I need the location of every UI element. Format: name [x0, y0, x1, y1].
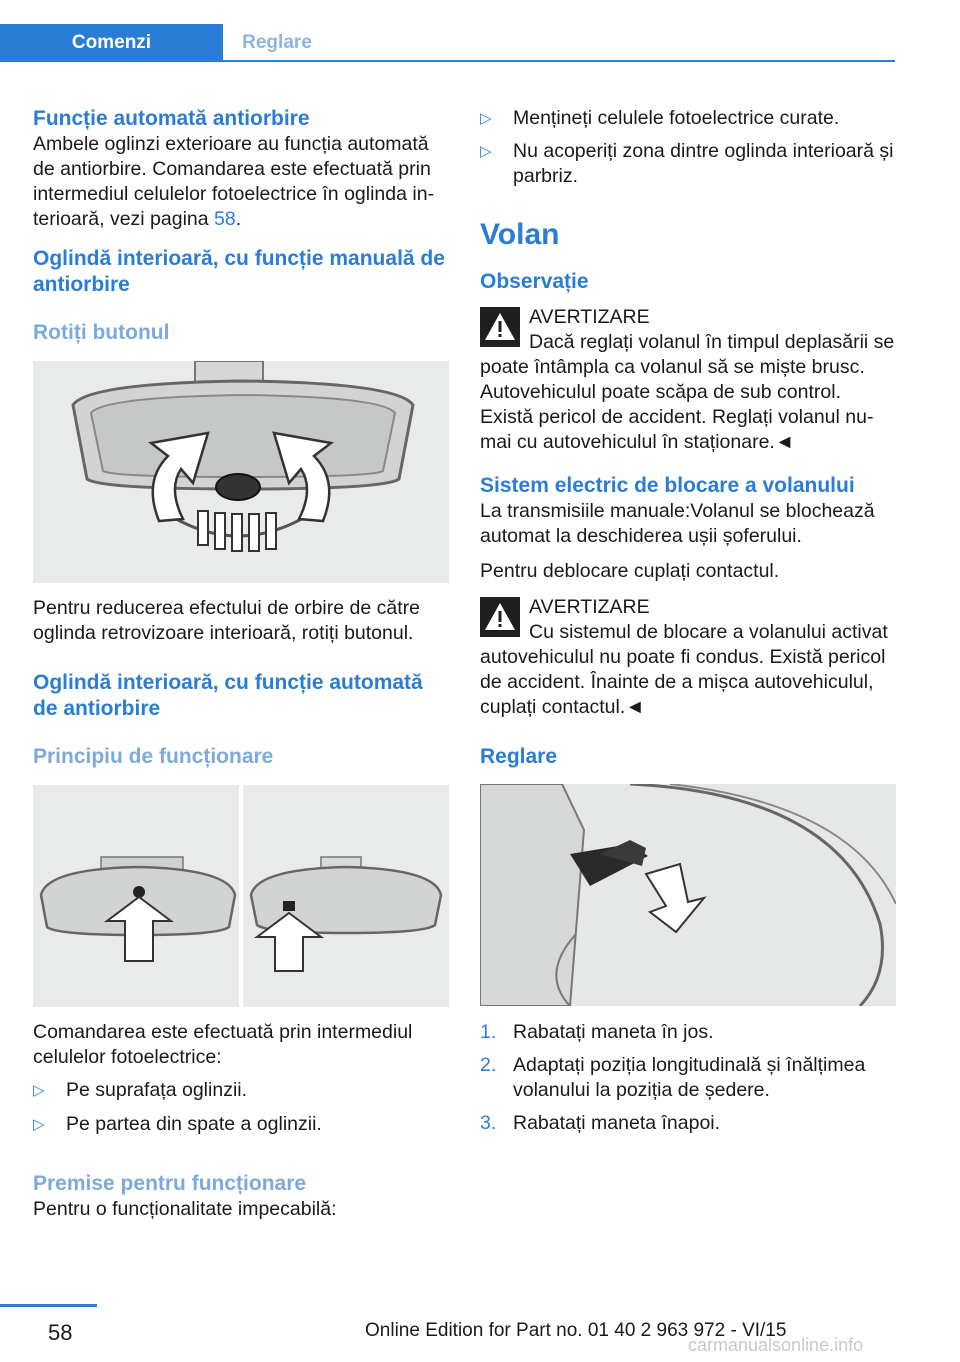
figure-steering-adjust: [480, 784, 896, 1006]
heading-steering-lock: Sistem electric de blocare a volanului: [480, 474, 855, 497]
tab-comenzi[interactable]: Comenzi: [0, 24, 223, 62]
edition-text: Online Edition for Part no. 01 40 2 963 972 - VI/15: [365, 1320, 787, 1341]
heading-volan: Volan: [480, 218, 560, 251]
prereq-bullet-list: [480, 106, 896, 189]
heading-prerequisites: Premise pentru funcționare: [33, 1172, 307, 1195]
figure-manual-mirror: [33, 361, 449, 583]
step-number: 2.: [480, 1054, 497, 1076]
list-item: 2. Adaptați poziția longitudinală și înălțimea volanului la poziția de ședere.: [480, 1054, 866, 1101]
step-number: 3.: [480, 1112, 497, 1134]
paragraph-auto-antiglare: Ambele oglinzi exterioare au funcția automată de antiorbire. Comandarea este efectuată prin intermediul celulelor fotoelectrice în oglinda interioară, vezi pagina 58.: [33, 133, 435, 230]
list-item: ▷ Mențineți celulele fotoelectrice curate.: [480, 107, 840, 129]
list-item: ▷ Pe suprafața oglinzii.: [33, 1079, 248, 1101]
page-number: 58: [48, 1320, 73, 1345]
heading-operating-principle: Principiu de funcționare: [33, 745, 274, 768]
heading-reglare: Reglare: [480, 745, 558, 768]
heading-rotate-button: Rotiți butonul: [33, 321, 170, 344]
left-column: [33, 100, 449, 1222]
adjust-steps-list: [480, 1020, 896, 1136]
mirror-bullet-list: [33, 1078, 449, 1137]
heading-auto-mirror: Oglindă interioară, cu funcție automată de antiorbire: [33, 671, 423, 720]
right-column: [480, 100, 896, 1136]
triangle-right-icon: ▷: [480, 143, 492, 160]
list-item: 1. Rabatați maneta în jos.: [480, 1021, 714, 1043]
heading-auto-antiglare: Funcție automată antiorbire: [33, 107, 310, 130]
triangle-right-icon: ▷: [480, 110, 492, 127]
page-link[interactable]: 58: [214, 208, 236, 230]
warning-title: AVERTIZARE: [529, 306, 650, 328]
list-item: ▷ Nu acoperiți zona dintre oglinda interioară și parbriz.: [480, 140, 894, 187]
warning-block-1: [480, 305, 896, 455]
figure-auto-mirror: [33, 785, 449, 1007]
tab-reglare[interactable]: Reglare: [242, 32, 312, 53]
header-divider: [0, 60, 895, 62]
footer-accent-bar: [0, 1304, 97, 1307]
warning-triangle-icon: [480, 307, 520, 347]
paragraph-steering-lock: La transmisiile manuale:Volanul se blochează automat la deschiderea ușii șoferului.: [480, 500, 875, 547]
list-item: ▷ Pe partea din spate a oglinzii.: [33, 1113, 322, 1135]
warning-text: Dacă reglați volanul în timpul deplasării se poate întâmpla ca volanul să se miște brusc. Autovehiculul poate scăpa de sub control. Există pericol de accident. Reglați volanul numai cu autovehiculul în staționare.◄: [480, 331, 895, 453]
step-number: 1.: [480, 1021, 497, 1043]
heading-observatie: Observație: [480, 270, 589, 293]
warning-title: AVERTIZARE: [529, 596, 650, 618]
watermark: carmanualsonline.info: [688, 1335, 864, 1355]
warning-block-2: [480, 595, 896, 720]
warning-triangle-icon: [480, 597, 520, 637]
heading-manual-mirror: Oglindă interioară, cu funcție manuală de antiorbire: [33, 247, 445, 296]
paragraph-unlock: Pentru deblocare cuplați contactul.: [480, 560, 780, 582]
paragraph-prerequisites: Pentru o funcționalitate impecabilă:: [33, 1198, 337, 1220]
list-item: 3. Rabatați maneta înapoi.: [480, 1112, 721, 1134]
triangle-right-icon: ▷: [33, 1082, 45, 1099]
paragraph-manual-mirror: Pentru reducerea efectului de orbire de către oglinda retrovizoare interioară, rotiți butonul.: [33, 597, 420, 644]
warning-text: Cu sistemul de blocare a volanului activat autovehiculul nu poate fi condus. Există pericol de accident. Înainte de a mișca autovehiculul, cuplați contactul.◄: [480, 621, 888, 718]
paragraph-photo-cells: Comandarea este efectuată prin intermediul celulelor fotoelectrice:: [33, 1021, 413, 1068]
triangle-right-icon: ▷: [33, 1116, 45, 1133]
